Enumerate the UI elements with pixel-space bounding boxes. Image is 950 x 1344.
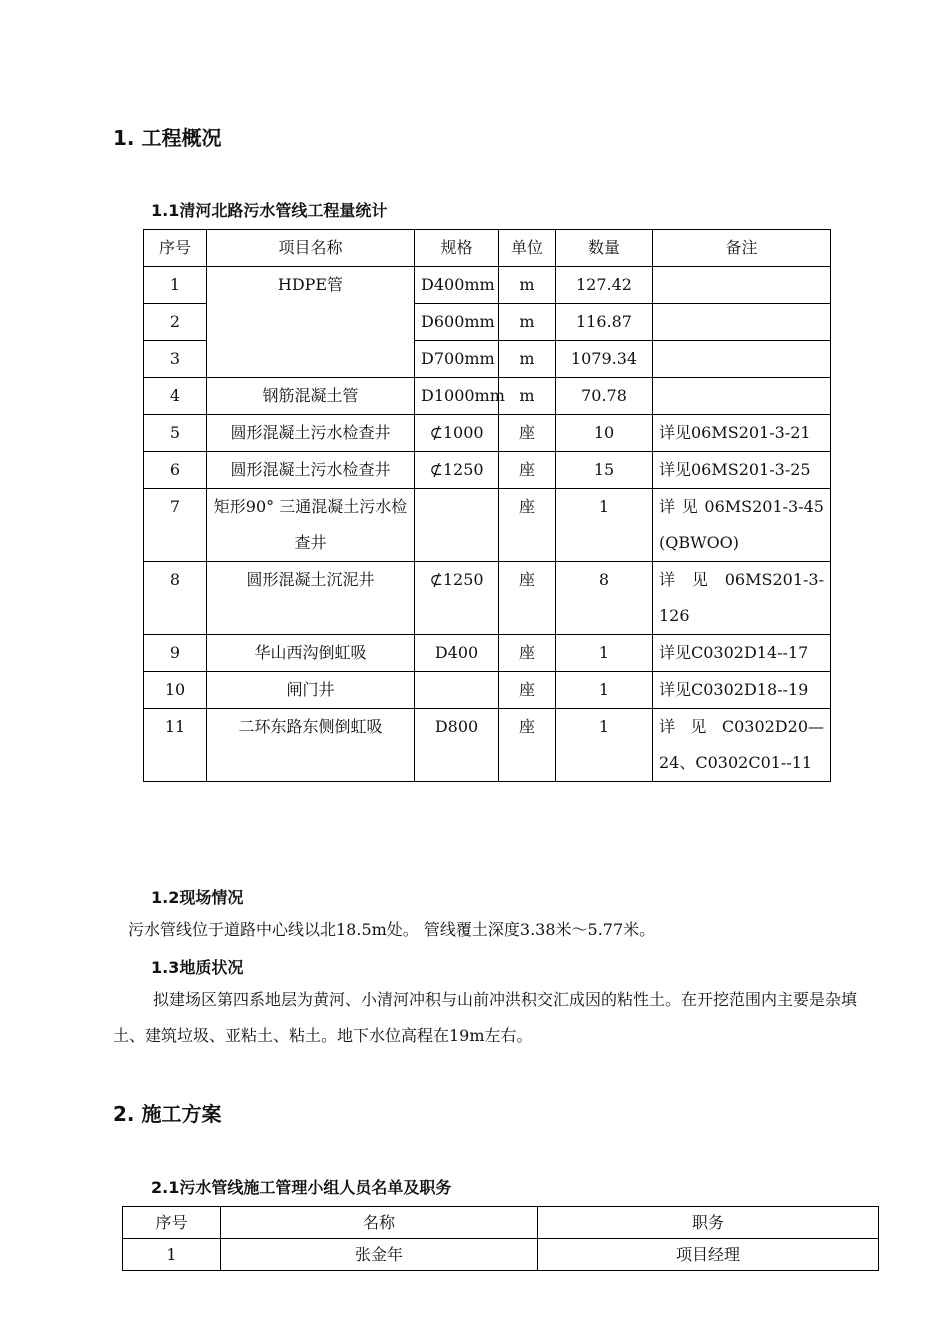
cell-name: 张金年 [221, 1239, 538, 1271]
table-row [144, 489, 831, 562]
cell-qty: 116.87 [556, 304, 653, 341]
cell-note: 详见06MS201-3-21 [653, 415, 831, 452]
cell-spec: D600mm [415, 304, 499, 341]
cell-qty: 8 [556, 562, 653, 635]
cell-qty: 15 [556, 452, 653, 489]
cell-no: 9 [144, 635, 207, 672]
header-cell: 数量 [556, 230, 653, 267]
cell-unit: 座 [499, 562, 556, 635]
cell-role: 项目经理 [538, 1239, 879, 1271]
table-row [144, 452, 831, 489]
staff-table [122, 1206, 879, 1271]
cell-spec: D700mm [415, 341, 499, 378]
header-cell: 备注 [653, 230, 831, 267]
cell-spec [415, 489, 499, 562]
table-row [144, 378, 831, 415]
cell-spec [415, 672, 499, 709]
cell-note: 详见C0302D14--17 [653, 635, 831, 672]
cell-no: 4 [144, 378, 207, 415]
cell-qty: 70.78 [556, 378, 653, 415]
table-header-row [123, 1207, 879, 1239]
cell-unit: 座 [499, 452, 556, 489]
cell-name: 圆形混凝土沉泥井 [207, 562, 415, 635]
cell-note: 详 见 06MS201-3-45 (QBWOO) [653, 489, 831, 562]
cell-qty: 1079.34 [556, 341, 653, 378]
cell-no: 2 [144, 304, 207, 341]
cell-unit: 座 [499, 672, 556, 709]
cell-unit: 座 [499, 709, 556, 782]
cell-no: 1 [144, 267, 207, 304]
header-cell: 规格 [415, 230, 499, 267]
cell-spec: ⊄1250 [415, 452, 499, 489]
section-2-title: 2. 施工方案 [113, 1102, 222, 1126]
cell-note: 详见C0302D18--19 [653, 672, 831, 709]
header-cell: 名称 [221, 1207, 538, 1239]
cell-name: 二环东路东侧倒虹吸 [207, 709, 415, 782]
cell-note [653, 267, 831, 304]
table-header-row [144, 230, 831, 267]
cell-qty: 127.42 [556, 267, 653, 304]
subsection-1-3-title: 1.3地质状况 [151, 958, 244, 977]
cell-name: 钢筋混凝土管 [207, 378, 415, 415]
cell-spec: D400mm [415, 267, 499, 304]
cell-unit: 座 [499, 415, 556, 452]
cell-unit: m [499, 304, 556, 341]
cell-unit: m [499, 341, 556, 378]
cell-qty: 1 [556, 709, 653, 782]
cell-unit: m [499, 378, 556, 415]
cell-unit: 座 [499, 489, 556, 562]
cell-name: 圆形混凝土污水检查井 [207, 452, 415, 489]
table-row [144, 635, 831, 672]
quantity-table [143, 229, 831, 782]
cell-note [653, 378, 831, 415]
cell-qty: 1 [556, 635, 653, 672]
table-row [144, 709, 831, 782]
cell-spec: ⊄1000 [415, 415, 499, 452]
header-cell: 单位 [499, 230, 556, 267]
subsection-1-2-title: 1.2现场情况 [151, 888, 244, 907]
table-row [144, 562, 831, 635]
cell-name: 圆形混凝土污水检查井 [207, 415, 415, 452]
header-cell: 序号 [144, 230, 207, 267]
section-1-title: 1. 工程概况 [113, 126, 222, 150]
table-row [144, 267, 831, 304]
cell-no: 1 [123, 1239, 221, 1271]
geology-description: 拟建场区第四系地层为黄河、小清河冲积与山前冲洪积交汇成因的粘性土。在开挖范围内主要是杂填土、建筑垃圾、亚粘土、粘土。地下水位高程在19m左右。 [113, 990, 858, 1045]
cell-no: 7 [144, 489, 207, 562]
cell-name: HDPE管 [207, 267, 415, 378]
cell-note [653, 341, 831, 378]
cell-no: 5 [144, 415, 207, 452]
table-row [144, 672, 831, 709]
cell-qty: 10 [556, 415, 653, 452]
cell-spec: D1000mm [415, 378, 499, 415]
cell-name: 闸门井 [207, 672, 415, 709]
cell-spec: ⊄1250 [415, 562, 499, 635]
header-cell: 职务 [538, 1207, 879, 1239]
cell-note: 详 见 C0302D20—24、C0302C01--11 [653, 709, 831, 782]
cell-spec: D400 [415, 635, 499, 672]
cell-no: 3 [144, 341, 207, 378]
cell-qty: 1 [556, 672, 653, 709]
header-cell: 序号 [123, 1207, 221, 1239]
cell-no: 6 [144, 452, 207, 489]
cell-qty: 1 [556, 489, 653, 562]
site-description: 污水管线位于道路中心线以北18.5m处。 管线覆土深度3.38米～5.77米。 [128, 920, 656, 939]
cell-note: 详 见 06MS201-3-126 [653, 562, 831, 635]
cell-note: 详见06MS201-3-25 [653, 452, 831, 489]
table-row [144, 415, 831, 452]
cell-name: 华山西沟倒虹吸 [207, 635, 415, 672]
cell-unit: m [499, 267, 556, 304]
table-row [123, 1239, 879, 1271]
header-cell: 项目名称 [207, 230, 415, 267]
subsection-1-1-title: 1.1清河北路污水管线工程量统计 [151, 201, 388, 220]
cell-name: 矩形90° 三通混凝土污水检查井 [207, 489, 415, 562]
cell-note [653, 304, 831, 341]
cell-no: 10 [144, 672, 207, 709]
subsection-2-1-title: 2.1污水管线施工管理小组人员名单及职务 [151, 1178, 452, 1197]
cell-no: 8 [144, 562, 207, 635]
cell-no: 11 [144, 709, 207, 782]
cell-spec: D800 [415, 709, 499, 782]
cell-unit: 座 [499, 635, 556, 672]
